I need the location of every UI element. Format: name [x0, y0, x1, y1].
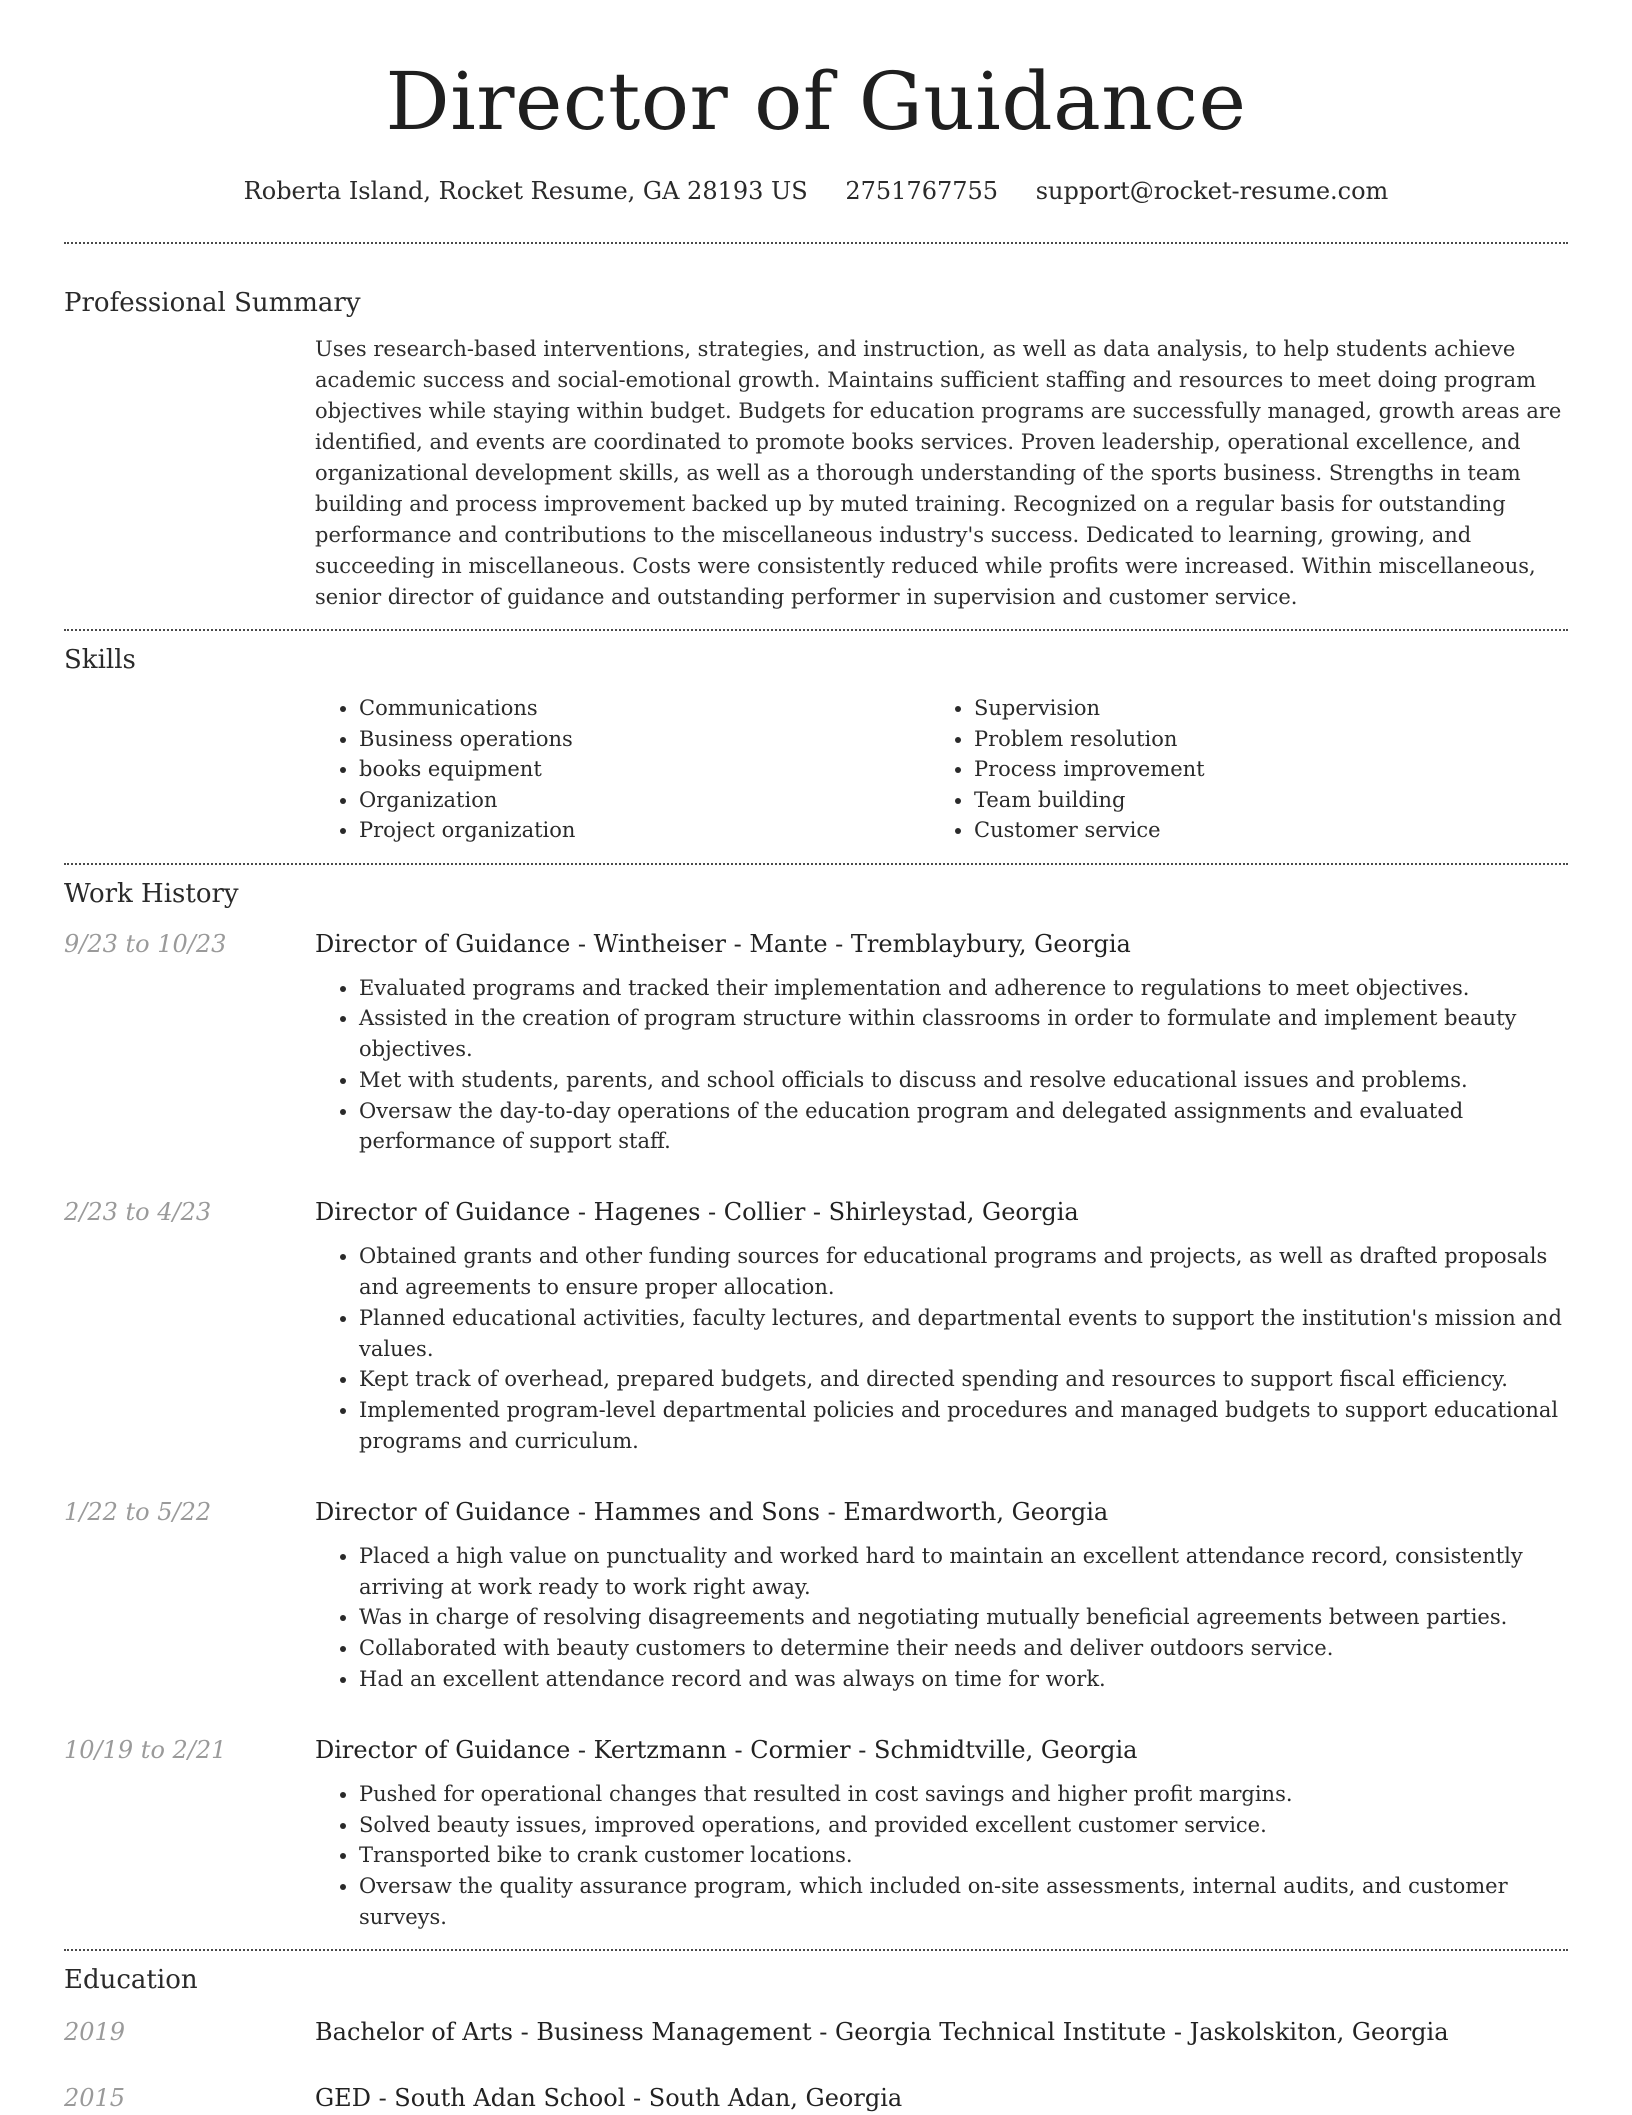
job-bullets: [315, 1241, 1568, 1457]
job-bullet: • Kept track of overhead, prepared budgets, and directed spending and resources to support fiscal efficiency.: [359, 1364, 1568, 1395]
job-bullet: • Pushed for operational changes that resulted in cost savings and higher profit margins.: [359, 1779, 1568, 1810]
skill-item: • Supervision: [974, 693, 1546, 724]
skills-column-left: [315, 693, 930, 846]
skill-item: • Problem resolution: [974, 724, 1546, 755]
job-bullet: • Oversaw the day-to-day operations of the education program and delegated assignments and evaluated performance of support staff.: [359, 1096, 1568, 1158]
contact-line: [64, 174, 1568, 208]
job-bullet: • Transported bike to crank customer locations.: [359, 1840, 1568, 1871]
contact-email: support@rocket-resume.com: [1035, 177, 1389, 205]
work-history-heading: Work History: [64, 878, 239, 909]
skills-heading: Skills: [64, 645, 136, 675]
education-degree: GED - South Adan School - South Adan, Georgia: [315, 2083, 903, 2112]
job-entry: [64, 1733, 1568, 1933]
education-year: 2015: [64, 2083, 126, 2112]
job-title: Director of Guidance - Hagenes - Collier - Shirleystad, Georgia: [315, 1198, 1079, 1227]
job-title: Director of Guidance - Wintheiser - Mante - Tremblaybury, Georgia: [315, 929, 1131, 958]
spacer: [64, 1695, 1568, 1717]
education-heading: Education: [64, 1964, 198, 1995]
summary-text: Uses research-based interventions, strategies, and instruction, as well as data analysis, to help students achieve academic success and social-emotional growth. Maintains sufficient staffing and resources to meet doing program objectives while staying within budget. Budgets for education programs are successfully managed, growth areas are identified, and events are coordinated to promote books services. Proven leadership, operational excellence, and organizational development skills, as well as a thorough understanding of the sports business. Strengths in team building and process improvement backed up by muted training. Recognized on a regular basis for outstanding performance and contributions to the miscellaneous industry's success. Dedicated to learning, growing, and succeeding in miscellaneous. Costs were consistently reduced while profits were increased. Within miscellaneous, senior director of guidance and outstanding performer in supervision and customer service.: [315, 337, 1562, 609]
section-divider: [64, 1949, 1568, 1951]
skill-item: • Team building: [974, 785, 1546, 816]
skill-item: • Process improvement: [974, 754, 1546, 785]
job-bullets: [315, 1541, 1568, 1695]
contact-phone: 2751767755: [845, 177, 999, 205]
job-bullet: • Oversaw the quality assurance program, which included on-site assessments, internal audits, and customer surveys.: [359, 1871, 1568, 1933]
job-bullet: • Obtained grants and other funding sources for educational programs and projects, as well as drafted proposals and agreements to ensure proper allocation.: [359, 1241, 1568, 1303]
job-bullet: • Was in charge of resolving disagreements and negotiating mutually beneficial agreements between parties.: [359, 1602, 1568, 1633]
job-bullet: • Solved beauty issues, improved operations, and provided excellent customer service.: [359, 1810, 1568, 1841]
contact-address: Roberta Island, Rocket Resume, GA 28193 US: [243, 177, 808, 205]
job-details: [315, 1195, 1568, 1457]
job-dates: 9/23 to 10/23: [64, 929, 227, 958]
spacer: [64, 1157, 1568, 1179]
job-bullet: • Placed a high value on punctuality and worked hard to maintain an excellent attendance record, consistently arriving at work ready to work right away.: [359, 1541, 1568, 1603]
education-entry: [64, 2081, 1568, 2115]
section-divider: [64, 629, 1568, 631]
job-bullet: • Implemented program-level departmental policies and procedures and managed budgets to support educational programs and curriculum.: [359, 1395, 1568, 1457]
job-entry: [64, 927, 1568, 1158]
skill-item: • Organization: [359, 785, 930, 816]
skill-item: • Project organization: [359, 815, 930, 846]
job-bullet: • Collaborated with beauty customers to determine their needs and deliver outdoors service.: [359, 1633, 1568, 1664]
summary-heading: Professional Summary: [64, 288, 361, 318]
skill-item: • Customer service: [974, 815, 1546, 846]
job-bullet: • Assisted in the creation of program structure within classrooms in order to formulate and implement beauty objectives.: [359, 1003, 1568, 1065]
job-entry: [64, 1195, 1568, 1457]
job-details: [315, 1495, 1568, 1695]
job-entry: [64, 1495, 1568, 1695]
skill-item: • Communications: [359, 693, 930, 724]
job-dates: 2/23 to 4/23: [64, 1198, 212, 1227]
education-year: 2019: [64, 2017, 126, 2046]
section-divider: [64, 863, 1568, 865]
spacer: [64, 1457, 1568, 1479]
education-degree: Bachelor of Arts - Business Management - Georgia Technical Institute - Jaskolskiton, Georgia: [315, 2017, 1449, 2046]
job-bullets: [315, 1779, 1568, 1933]
job-dates: 1/22 to 5/22: [64, 1497, 212, 1526]
job-bullet: • Evaluated programs and tracked their implementation and adherence to regulations to meet objectives.: [359, 973, 1568, 1004]
education-entry: [64, 2015, 1568, 2049]
skill-item: • books equipment: [359, 754, 930, 785]
resume-name: Director of Guidance: [385, 55, 1247, 148]
job-details: [315, 927, 1568, 1158]
skills-list: [315, 693, 1568, 846]
job-bullet: • Had an excellent attendance record and was always on time for work.: [359, 1664, 1568, 1695]
job-details: [315, 1733, 1568, 1933]
job-title: Director of Guidance - Hammes and Sons - Emardworth, Georgia: [315, 1497, 1109, 1526]
skills-column-right: [930, 693, 1546, 846]
job-bullet: • Planned educational activities, faculty lectures, and departmental events to support the institution's mission and values.: [359, 1303, 1568, 1365]
section-divider: [64, 242, 1568, 244]
skill-item: • Business operations: [359, 724, 930, 755]
job-dates: 10/19 to 2/21: [64, 1735, 227, 1764]
job-title: Director of Guidance - Kertzmann - Cormier - Schmidtville, Georgia: [315, 1735, 1138, 1764]
job-bullet: • Met with students, parents, and school officials to discuss and resolve educational issues and problems.: [359, 1065, 1568, 1096]
job-bullets: [315, 973, 1568, 1158]
resume-page: [64, 0, 1568, 2115]
